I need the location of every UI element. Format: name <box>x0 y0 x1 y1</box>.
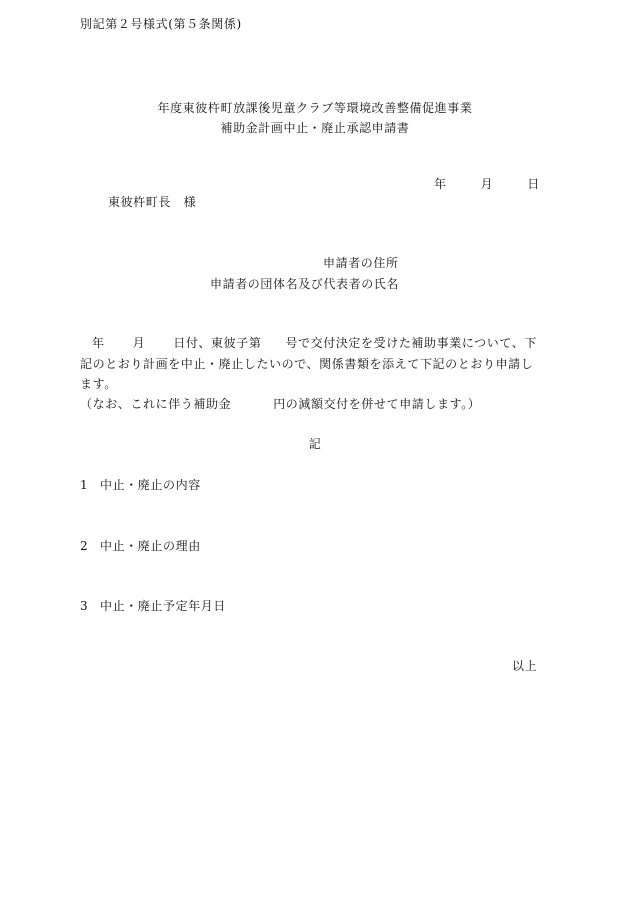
item-row <box>80 598 226 614</box>
note-start-text: （なお、これに伴う補助金 <box>80 397 232 411</box>
date-year-label: 年 <box>434 177 447 191</box>
date-line <box>434 176 540 192</box>
item-label: 中止・廃止予定年月日 <box>100 599 227 613</box>
note-end-text: 円の減額交付を併せて申請します。） <box>273 397 481 411</box>
date-month-label: 月 <box>480 177 494 191</box>
applicant-name-label: 申請者の団体名及び代表者の氏名 <box>210 277 400 291</box>
document-title-line-1: 年度東彼杵町放課後児童クラブ等環境改善整備促進事業 <box>157 101 473 115</box>
ki-heading: 記 <box>308 437 322 451</box>
document-title-line-2: 補助金計画中止・廃止承認申請書 <box>220 121 410 135</box>
item-number: 2 <box>80 539 89 553</box>
item-row <box>80 477 201 493</box>
item-row <box>80 538 201 554</box>
body-year-label: 年 <box>92 336 105 350</box>
body-paragraph-line-1 <box>80 335 537 351</box>
body-paragraph-line-2: 記のとおり計画を中止・廃止したいので、関係書類を添えて下記のとおり申請し <box>80 357 534 371</box>
form-number: 別記第２号様式(第５条関係) <box>80 17 242 31</box>
body-date-text: 日付、東彼子第 <box>173 336 262 350</box>
body-decision-text: 号で交付決定を受けた補助事業について、下 <box>285 336 537 350</box>
item-number: 3 <box>80 599 89 613</box>
applicant-address-label: 申請者の住所 <box>323 256 399 270</box>
body-paragraph-note <box>80 396 480 412</box>
closing-mark: 以上 <box>512 659 538 673</box>
body-paragraph-line-3: ます。 <box>80 377 117 391</box>
item-label: 中止・廃止の内容 <box>100 478 201 492</box>
body-month-label: 月 <box>132 336 146 350</box>
addressee: 東彼杵町長 様 <box>108 195 197 209</box>
date-day-label: 日 <box>527 177 540 191</box>
item-number: 1 <box>80 478 89 492</box>
item-label: 中止・廃止の理由 <box>100 539 201 553</box>
